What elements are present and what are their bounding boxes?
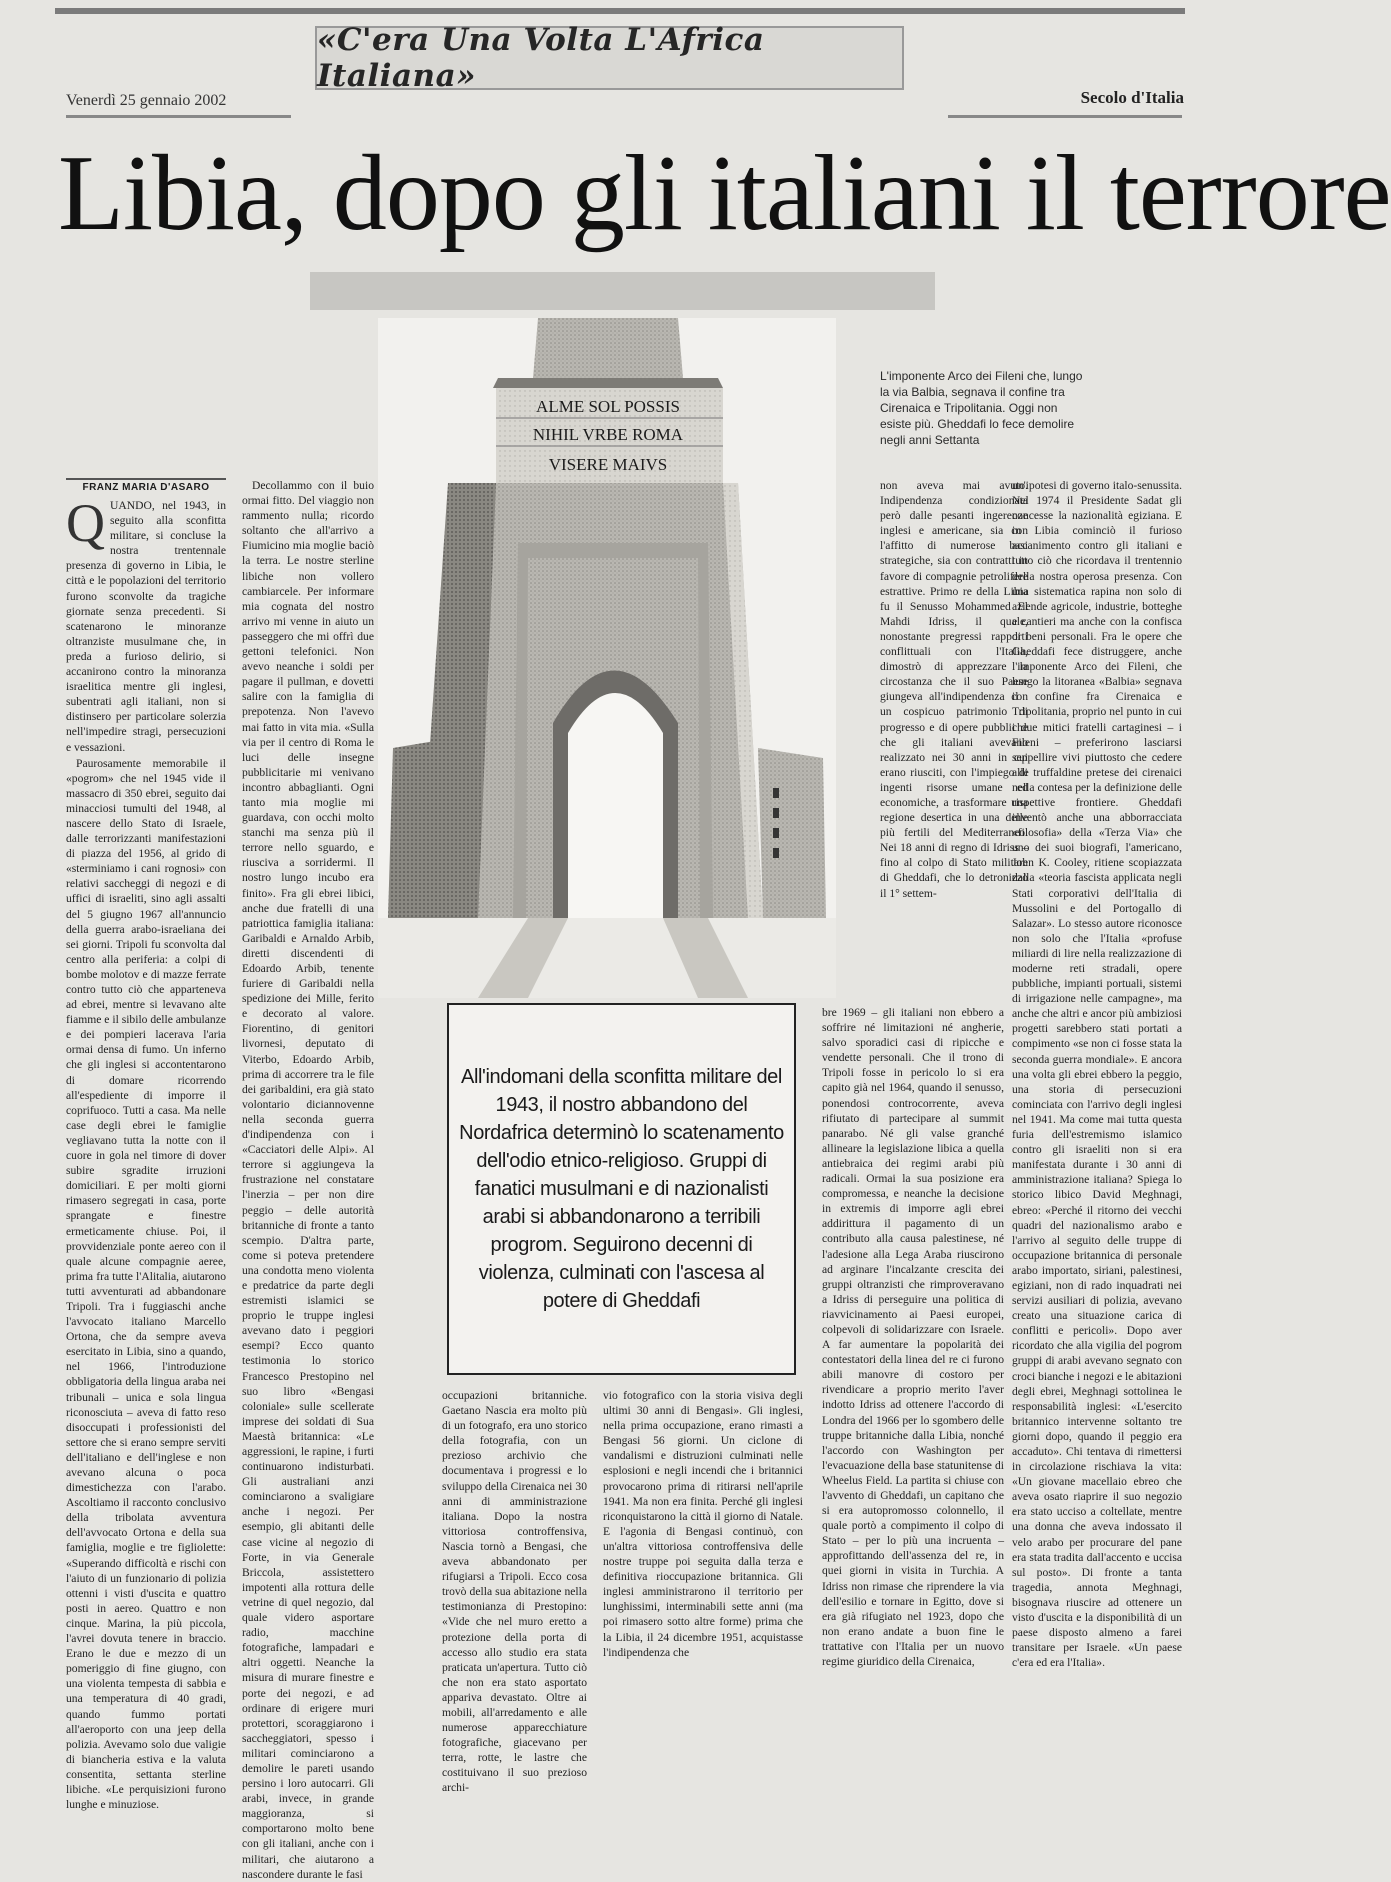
inscription-line-2: NIHIL VRBE ROMA — [532, 425, 684, 444]
pull-quote: All'indomani della sconfitta militare del 1943, il nostro abbandono del Nordafrica determinò lo scatenamento dell'odio etnico-religioso. Gruppi di fanatici musulmani e di nazionalisti arabi si abbandonarono a terribili progrom. Seguirono decenni di violenza, culminati con l'ascesa al potere di Gheddafi — [459, 1066, 784, 1312]
arch-photo — [378, 318, 836, 998]
inscription-line-1: ALME SOL POSSIS — [536, 397, 680, 416]
issue-date: Venerdì 25 gennaio 2002 — [66, 92, 227, 109]
headline-shade — [310, 272, 935, 310]
text-column-5 — [442, 1388, 587, 1795]
paragraph: un'ipotesi di governo italo-senussita. Nel 1974 il Presidente Sadat gli concesse la nazionalità egiziana. E in Libia cominciò il furioso accanimento contro gli italiani e tutto ciò che ricordava il trentennio della nostra operosa presenza. Con una sistematica rapina non solo di aziende agricole, industrie, botteghe e cantieri ma anche con la confisca di beni personali. Fra le opere che Gheddafi fece distruggere, anche l'imponente Arco dei Fileni, che lungo la litoranea «Balbia» segnava il confine fra Cirenaica e Tripolitania, proprio nel punto in cui i due mitici fratelli cartaginesi – i Fileni – preferirono lasciarsi seppellire vivi piuttosto che cedere alle truffaldine pretese dei cirenaici nella contesa per la definizione delle rispettive frontiere. Gheddafi inventò anche una abborracciata «filosofia» della «Terza Via» che uno dei suoi biografi, l'americano, John K. Cooley, ritiene scopiazzata dalla «teoria fascista applicata negli Stati corporativi dell'Italia di Mussolini e del Portogallo di Salazar». Lo stesso autore riconosce non solo che l'Italia «profuse miliardi di lire nella realizzazione di moderne reti stradali, opere pubbliche, impianti portuali, sistemi di irrigazione nelle campagne», ma anche che altri e ancor più ambiziosi progetti sarebbero stati portati a compimento «se non ci fosse stata la seconda guerra mondiale». E ancora una volta gli ebrei ebbero la peggio, una storia di persecuzioni cominciata con l'arrivo degli inglesi nel 1941. Ma come mai tutta questa furia dell'estremismo islamico contro gli israeliti non si era manifestata durante i 30 anni di amministrazione italiana? Spiega lo storico libico David Meghnagi, ebreo: «Perché il ritorno dei vecchi quadri del nazionalismo arabo e l'arrivo al seguito delle truppe di occupazione britannica di personale arabo importato, siriani, palestinesi, egiziani, non di rado inquadrati nei servizi ausiliari di polizia, avevano creato una situazione carica di conflitti e pericoli». Dopo aver ricordato che alla vigilia del pogrom gruppi di arabi avevano segnato con croci bianche i negozi e le abitazioni degli ebrei, Meghnagi sottolinea le responsabilità inglesi: «L'esercito britannico intervenne soltanto tre giorni dopo, quando il peggio era accaduto». Chi tentava di rimettersi in circolazione rischiava la vita: «Un giovane macellaio ebreo che aveva osato riaprire il suo negozio era stato ucciso a coltellate, mentre una donna che aveva indossato il velo arabo per procurare del pane era stata tradita dall'accento e uccisa sul posto». Di fronte a tanta tragedia, annota Meghnagi, bisognava riuscire ad ottenere un visto d'uscita e la disponibilità di un paese disposto almeno a farei transitare per Israele. «Un paese c'era ed era l'Italia». — [1012, 479, 1183, 1670]
newspaper-name: Secolo d'Italia — [1080, 88, 1184, 107]
text-column-2 — [242, 478, 374, 1881]
text-column-6 — [603, 1388, 803, 1728]
paragraph: bre 1969 – gli italiani non ebbero a soffrire né limitazioni né angherie, salvo sporadici casi di ripicche e vendette personali. Che il trono di Tripoli fosse in pericolo lo si era capito già nel 1964, quando il senusso, ponendosi controcorrente, aveva rifiutato di partecipare al summit panarabo. Né gli valse granché allineare la legislazione libica a quella antiebraica dei regimi arabi più radicali. Ormai la sua posizione era compromessa, e neanche la decisione in extremis di imporre agli ebrei addirittura il pagamento di un contributo alla causa palestinese, né l'adesione alla Lega Araba riuscirono ad arginare l'incalzante crescita dei gruppi oltranzisti che rimproveravano a Idriss di perseguire una politica di riavvicinamento ai Paesi europei, colpevoli di solidarizzare con Israele. A far aumentare la popolarità dei contestatori della linea del re ci furono abili manovre di costoro per rivendicare a proprio merito l'aver indotto Idriss ad ottenere l'accordo di Londra del 1966 per lo sgombero delle truppe britanniche dalla Libia, nonché l'accordo con Washington per l'evacuazione della base statunitense di Wheelus Field. La partita si chiuse con l'avvento di Gheddafi, un capitano che si era autopromosso colonnello, il quale portò a compimento il colpo di Stato – per lo più una incruenta – approfittando dell'assenza del re, in quei giorni in visita in Turchia. A Idriss non rimase che riprendere la via dell'esilio e tornare in Egitto, dove si era già rifugiato nel 1923, dopo che non erano andate a buon fine le trattative con l'Italia per un nuovo regime giuridico della Cirenaica, — [822, 1006, 1004, 1669]
pull-quote-box — [447, 1003, 796, 1375]
lead-paragraph: UANDO, nel 1943, in seguito alla sconfitta militare, si concluse la nostra trentennale presenza di governo in Libia, le città e le popolazioni del territorio furono sconvolte da tragiche giornate senza precedenti. Si scatenarono le minoranze oltranziste musulmane che, in preda a furioso delirio, si accanirono contro la minoranza israelitica mentre gli inglesi, subentrati agli italiani, non si distinsero per particolare solerzia nell'impedire stragi, persecuzioni e vessazioni. — [66, 499, 226, 754]
paragraph: occupazioni britanniche. Gaetano Nascia era molto più di un fotografo, era uno storico della fotografia, con un prezioso archivio che documentava i progressi e lo sviluppo della Cirenaica nei 30 anni di amministrazione italiana. Dopo la nostra vittoriosa controffensiva, Nascia tornò a Bengasi, che aveva abbandonato per rifugiarsi a Tripoli. Ecco cosa trovò della sua abitazione nella testimonianza di Prestopino: «Vide che nel muro eretto a protezione della porta di accesso allo studio era stata praticata un'apertura. Tutto ciò che non era stato asportato appariva devastato. Oltre ai mobili, all'arredamento e alle numerose apparecchiature fotografiche, giacevano per terra, rotte, le lastre che costituivano il suo prezioso archi- — [442, 1389, 587, 1795]
text-column-3 — [880, 478, 1028, 998]
headline: Libia, dopo gli italiani il terrore — [58, 134, 1391, 253]
photo-caption: L'imponente Arco dei Fileni che, lungo la via Balbia, segnava il confine tra Cirenaica e Tripolitania. Oggi non esiste più. Gheddafi lo fece demolire negli anni Settanta — [880, 369, 1083, 447]
text-column-3-continued — [822, 1005, 1004, 1725]
header-rule-left — [66, 115, 291, 118]
text-column-1 — [66, 493, 227, 1812]
text-column-4 — [1012, 478, 1182, 1728]
top-rule — [55, 8, 1185, 14]
paragraph: vio fotografico con la storia visiva degli ultimi 30 anni di Bengasi». Gli inglesi, nella prima occupazione, erano rimasti a Bengasi 56 giorni. Un ciclone di vandalismi e distruzioni culminati nelle esplosioni e negli incendi che i britannici provocarono prima di ritirarsi nell'aprile 1941. Ma non era finita. Perché gli inglesi riconquistarono la città il giorno di Natale. E l'agonia di Bengasi continuò, con un'altra vittoriosa controffensiva delle nostre truppe poi seguita dalla terza e definitiva rioccupazione britannica. Gli inglesi amministrarono il territorio per lunghissimi, interminabili sette anni (ma poi rimasero sotto altre forme) prima che la Libia, il 24 dicembre 1951, acquistasse l'indipendenza che — [603, 1389, 803, 1659]
paragraph: non aveva mai avuto. Indipendenza condizionata però dalle pesanti ingerenze inglesi e americane, sia con l'affitto di numerose basi strategiche, sia con contratti in favore di compagnie petrolifere estrattive. Primo re della Libia fu il Senusso Mohammed El Mahdi Idriss, il quale, nonostante pregressi rapporti conflittuali con l'Italia, dimostrò di apprezzare la circostanza che il suo Paese giungeva all'indipendenza con un cospicuo patrimonio di progresso e di opere pubbliche che gli italiani avevano realizzato nei 30 anni in cui erano riusciti, con l'impiego di ingenti risorse umane ed economiche, a trasformare una regione desertica in una delle più fertili del Mediterraneo. Nei 18 anni di regno di Idriss – fino al colpo di Stato militare di Gheddafi, che lo detronizzò il 1° settem- — [880, 479, 1028, 900]
drop-cap: Q — [66, 493, 105, 553]
arco-dei-fileni-image — [378, 318, 836, 998]
paragraph: Decollammo con il buio ormai fitto. Del viaggio non rammento nulla; ricordo soltanto che all'arrivo a Fiumicino mia moglie baciò la terra. Le nostre sterline libiche non vollero cambiarcele. Per informare mia cognata del nostro arrivo mi venne in aiuto un passeggero che mi offrì due gettoni telefonici. Non avevo neanche i soldi per pagare il pullman, e dovetti salire con la famiglia di prepotenza. Non l'avevo mai fatto in vita mia. «Sulla via per il centro di Roma le luci delle insegne pubblicitarie mi venivano incontro abbaglianti. Ogni tanto mia moglie mi guardava, con occhi molto stanchi ma senza più il terrore nello sguardo, e riusciva a sorridermi. Il nostro lungo incubo era finito». Fra gli ebrei libici, anche due fratelli di una patriottica famiglia italiana: Garibaldi e Arnaldo Arbib, diretti discendenti di Edoardo Arbib, tenente furiere di Garibaldi nella spedizione dei Mille, ferito e decorato al valore. Fiorentino, di genitori livornesi, deputato di Viterbo, Edoardo Arbib, prima di accorrere tra le file dei garibaldini, era già stato volontario diciannovenne nella seconda guerra d'indipendenza con i «Cacciatori delle Alpi». Al terrore si aggiungeva la frustrazione nel constatare l'inerzia – per non dire peggio – delle autorità britanniche di fronte a tanto scempio. D'altra parte, come si poteva pretendere una condotta meno violenta e predatrice da parte degli estremisti islamici se proprio le truppe inglesi avevano dato i peggiori esempi? Ecco quanto testimonia lo storico Francesco Prestopino nel suo libro «Bengasi coloniale» sulle scellerate imprese dei soldati di Sua Maestà britannica: «Le aggressioni, le rapine, i furti continuarono indisturbati. Gli australiani anzi cominciarono a svaligiare anche i negozi. Per esempio, gli abitanti delle case vicine al negozio di Forte, in via Generale Briccola, assistettero impotenti alla rottura delle vetrine di quel negozio, dal quale videro asportare radio, macchine fotografiche, lampadari e altri oggetti. Neanche la misura di murare finestre e porte dei negozi, e ad ordinare di erigere muri protettori, scoraggiarono i saccheggiatori, spesso i militari cominciarono a demolire le pareti usando persino i loro autocarri. Gli arabi, invece, in grande maggioranza, si comportarono molto bene con gli italiani, anche con i militari, che aiutarono a nascondere durante le fasi — [242, 479, 374, 1881]
series-title: «C'era Una Volta L'Africa Italiana» — [317, 22, 765, 94]
author-rule — [66, 478, 226, 480]
inscription-line-3: VISERE MAIVS — [548, 455, 668, 474]
paragraph: Paurosamente memorabile il «pogrom» che nel 1945 vide il massacro di 350 ebrei, seguito dai minacciosi tumulti del 1948, al nascere dello Stato di Israele, dalle terrorizzanti manifestazioni di piazza del 1956, al grido di «sterminiamo i cani rognosi» con relativi saccheggi di negozi e di uffici di israeliti, sino agli assalti del 5 giugno 1967 all'annuncio della guerra arabo-israeliana dei sei giorni. Tripoli fu sconvolta dal centro alla periferia: a colpi di bombe molotov e di mazze ferrate contro tutto ciò che apparteneva ad ebrei, mentre si levavano alte fiamme e il sibilo delle ambulanze e dei pompieri lacerava l'aria ormai densa di fumo. Un inferno che gli inglesi si accontentarono di domare ricorrendo all'espediente di imporre il coprifuoco. Tutti a casa. Ma nelle case degli ebrei le famiglie vegliavano tutta la notte con il cuore in gola nel timore di dover subire sgradite irruzioni domiciliari. E per molti giorni rimasero segregati in casa, porte sprangate e finestre ermeticamente chiuse. Poi, il provvidenziale ponte aereo con il quale alcune compagnie aeree, prima fra tutte l'Alitalia, aiutarono tutti avventurati ad abbandonare Tripoli. Tra i fuggiaschi anche l'avvocato italiano Marcello Ortona, che da sempre aveva esercitato in Libia, sino a quando, nel 1966, l'introduzione obbligatoria della lingua araba nei tribunali – unica e sola lingua riconosciuta – aveva di fatto reso disoccupati i professionisti del settore che si erano sempre serviti dell'italiano e dell'inglese e non avevano alcuna o poca dimestichezza con l'arabo. Ascoltiamo il racconto conclusivo della tribolata avventura dell'avvocato Ortona e della sua famiglia, moglie e tre figliolette: «Superando difficoltà e rischi con l'aiuto di un funzionario di polizia ottenni i visti d'uscita e quattro posti in aereo. Quattro e non cinque. Marina, la più piccola, l'avrei dovuta tenere in braccio. Erano le due e mezzo di un pomeriggio di fine giugno, con una violenta tempesta di sabbia e una temperatura di 40 gradi, quando fummo portati all'aeroporto con una jeep della polizia. Avevamo solo due valigie di biancheria estiva e la valuta consentita, settanta sterline libiche. «Le perquisizioni furono lunghe e minuziose. — [66, 756, 227, 1812]
author-byline: FRANZ MARIA D'ASARO — [82, 482, 210, 493]
header-rule-right — [948, 115, 1182, 118]
series-banner — [315, 22, 904, 94]
